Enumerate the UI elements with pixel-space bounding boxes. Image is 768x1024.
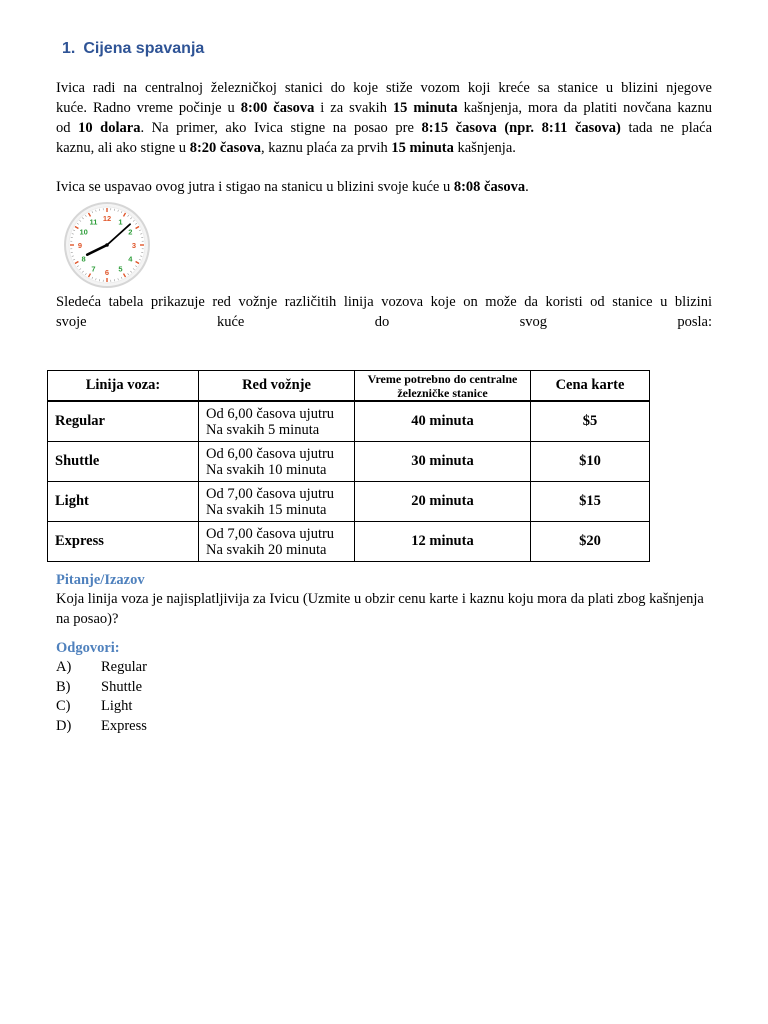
schedule-frequency: Na svakih 10 minuta [206,461,327,478]
table-intro-paragraph [56,292,712,332]
answer-option [56,658,147,678]
answer-letter: D) [56,717,72,734]
clock-number: 7 [91,264,96,274]
header-travel-time: Vreme potrebno do centralne železničke stanice [355,371,531,402]
travel-time-cell: 20 minuta [355,482,531,522]
clock-number: 2 [128,227,133,237]
bold-text: 8:08 časova [453,179,526,195]
schedule-cell [199,442,355,482]
clock-number: 4 [128,254,133,264]
answer-text: Light [101,698,133,714]
clock-number: 11 [89,217,98,227]
question-text: Koja linija voza je najisplatljivija za Ivicu (Uzmite u obzir cenu karte i kaznu koju mora da plati zbog kašnjenja na posao)? [56,591,704,627]
paragraph-line [56,78,712,98]
schedule-cell [199,522,355,562]
clock-center-pin [105,243,109,247]
travel-time-cell: 40 minuta [355,401,531,442]
answer-letter: B) [56,678,71,695]
train-schedule-table [47,370,650,562]
train-line-name: Express [48,522,199,562]
arrival-paragraph [56,177,712,197]
text-run: od [56,120,79,136]
paragraph-line [56,138,712,158]
paragraph-line [56,118,712,138]
answer-text: Regular [101,659,147,675]
section-title: Cijena spavanja [83,40,205,57]
schedule-cell [199,482,355,522]
text-run: , kaznu plaća za prvih [260,140,392,156]
answers-label: Odgovori: [56,640,120,656]
header-schedule: Red vožnje [199,371,355,402]
schedule-start: Od 6,00 časova ujutru [206,445,335,462]
paragraph-line [56,98,712,118]
answer-letter: A) [56,659,72,675]
table-header-row [48,371,650,402]
travel-time-cell: 12 minuta [355,522,531,562]
bold-text: 8:20 časova [189,140,261,156]
schedule-frequency: Na svakih 5 minuta [206,421,320,438]
clock-number: 12 [102,214,112,223]
ticket-price-cell: $15 [531,482,650,522]
bold-text: 15 minuta [391,140,454,156]
section-heading [62,40,204,58]
table-row [48,522,650,562]
train-line-name: Shuttle [48,442,199,482]
clock-number: 3 [131,241,137,250]
ticket-price-cell: $10 [531,442,650,482]
text-run: kašnjenja. [453,140,516,156]
answer-option [56,678,147,698]
schedule-frequency: Na svakih 20 minuta [206,541,327,558]
section-number: 1. [62,40,76,57]
schedule-frequency: Na svakih 15 minuta [206,501,327,518]
ticket-price-cell: $20 [531,522,650,562]
text-run: Ivica se uspavao ovog jutra i stigao na stanicu u blizini svoje kuće u [56,179,454,195]
clock-number: 9 [77,241,83,250]
table-intro-line: svoje kuće do svog posla: [56,314,712,330]
text-run: . [525,179,529,195]
clock-number: 10 [79,227,88,237]
train-line-name: Regular [48,401,199,442]
header-train-line: Linija voza: [48,371,199,402]
bold-text: 15 minuta [392,100,458,116]
text-run: i za svakih [314,100,393,116]
text-run: tada ne plaća [620,120,713,136]
table-row [48,442,650,482]
ticket-price-cell: $5 [531,401,650,442]
clock-number: 8 [81,254,86,264]
table-row [48,401,650,442]
text-run: kaznu, ali ako stigne u [56,140,190,156]
answer-option [56,697,147,717]
clock-number: 5 [118,264,123,274]
clock-number: 1 [118,217,123,227]
bold-text: 8:00 časova [240,100,315,116]
text-run: Ivica radi na centralnoj železničkoj stanici do koje stiže vozom koji kreće sa stanice u blizini njegove [56,80,712,96]
answer-text: Express [101,717,147,734]
text-run: kuće. Radno vreme počinje u [56,100,241,116]
table-row [48,482,650,522]
answer-option [56,717,147,737]
answer-letter: C) [56,698,71,714]
text-run: kašnjenja, mora da platiti novčana kaznu [457,100,712,116]
schedule-cell [199,401,355,442]
schedule-start: Od 7,00 časova ujutru [206,525,335,542]
intro-paragraph [56,78,712,158]
clock-number: 6 [104,268,110,277]
answer-text: Shuttle [101,678,143,695]
paragraph-line [56,177,712,197]
train-line-name: Light [48,482,199,522]
clock-illustration [55,201,159,289]
bold-text: 8:15 časova (npr. 8:11 časova) [421,120,621,136]
text-run: . Na primer, ako Ivica stigne na posao pre [140,120,422,136]
schedule-start: Od 7,00 časova ujutru [206,485,335,502]
bold-text: 10 dolara [78,120,141,136]
schedule-start: Od 6,00 časova ujutru [206,405,335,422]
table-intro-line: Sledeća tabela prikazuje red vožnje različitih linija vozova koje on može da koristi od stanice u blizini [56,294,712,310]
question-label: Pitanje/Izazov [56,572,145,588]
header-ticket-price: Cena karte [531,371,650,402]
travel-time-cell: 30 minuta [355,442,531,482]
answer-options [56,658,147,736]
